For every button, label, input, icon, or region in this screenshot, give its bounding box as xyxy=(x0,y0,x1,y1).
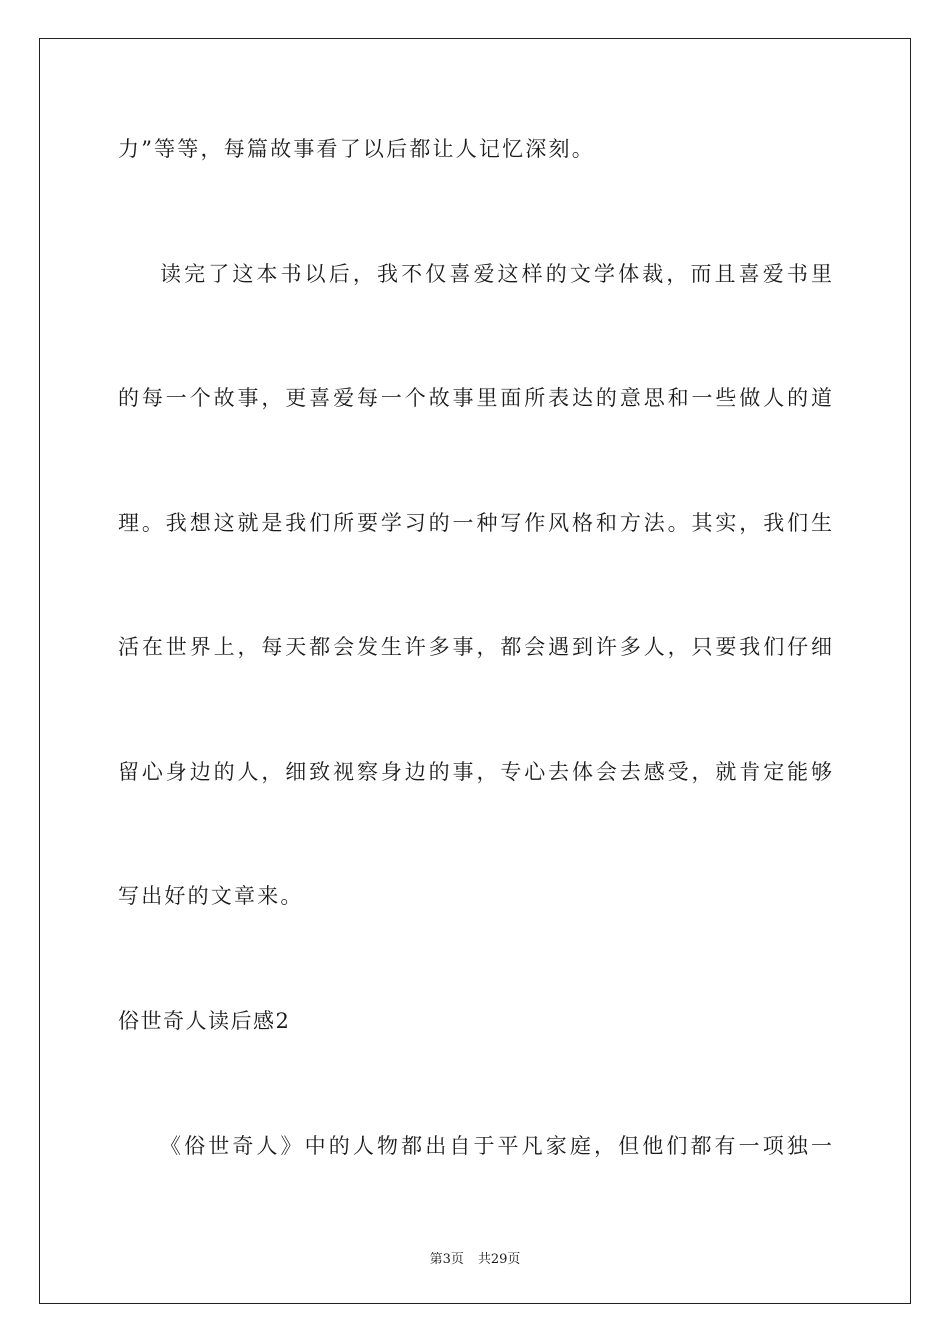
body-text-line: 写出好的文章来。 xyxy=(118,884,304,908)
body-text-line: 活在世界上，每天都会发生许多事，都会遇到许多人，只要我们仔细 xyxy=(118,635,832,659)
body-text-line: 留心身边的人，细致视察身边的事，专心去体会去感受，就肯定能够 xyxy=(118,760,832,784)
page-number: 第3页 xyxy=(429,1252,464,1267)
page-footer xyxy=(0,1248,950,1267)
page-total: 共29页 xyxy=(477,1252,521,1267)
body-text-line: 力”等等，每篇故事看了以后都让人记忆深刻。 xyxy=(118,137,595,161)
page-border xyxy=(39,38,911,1304)
paragraph-first-line: 《俗世奇人》中的人物都出自于平凡家庭，但他们都有一项独一 xyxy=(160,1134,832,1158)
body-text-line: 理。我想这就是我们所要学习的一种写作风格和方法。其实，我们生 xyxy=(118,511,832,535)
paragraph-first-line: 读完了这本书以后，我不仅喜爱这样的文学体裁，而且喜爱书里 xyxy=(160,262,832,286)
section-heading: 俗世奇人读后感2 xyxy=(118,1009,291,1033)
body-text-line: 的每一个故事，更喜爱每一个故事里面所表达的意思和一些做人的道 xyxy=(118,386,832,410)
